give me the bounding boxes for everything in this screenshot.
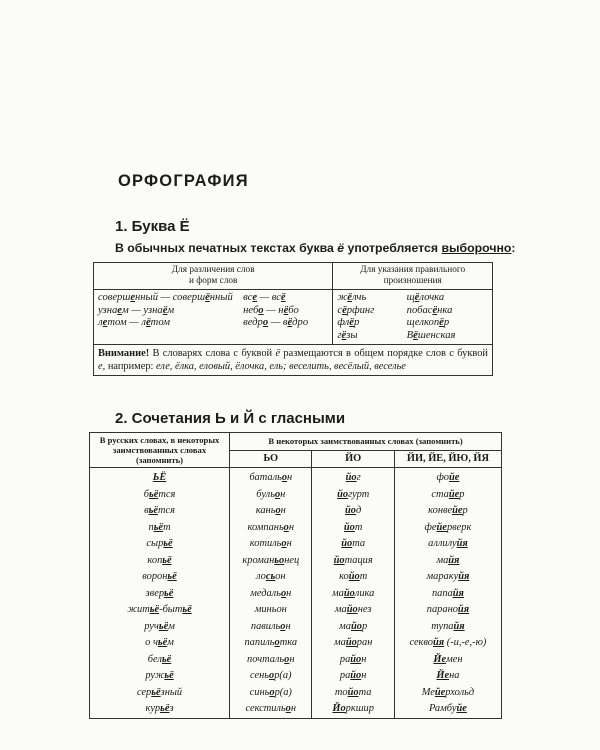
word: папильотка (244, 637, 298, 648)
cell-b (230, 536, 312, 553)
cell-d (394, 569, 501, 586)
header-borrowed-words: В некоторых заимствованных словах (запомнить) (230, 433, 502, 451)
cell-b (230, 553, 312, 570)
word: майолика (331, 587, 375, 599)
word: кроманьонец (242, 554, 300, 566)
cell-d (394, 668, 501, 685)
cell-d (394, 652, 501, 669)
word: ЬЁ (152, 472, 167, 483)
word: серьёзный (136, 686, 183, 698)
word: все — всё (243, 292, 286, 303)
word: бьётся (143, 488, 176, 500)
header-yo: ЙО (312, 450, 394, 468)
table-letter-yo (93, 262, 493, 376)
word: секстильон (245, 703, 297, 714)
word: сёрфинг (337, 304, 375, 316)
cell-a (90, 520, 230, 537)
cell-c (312, 553, 394, 570)
cell-b (230, 520, 312, 537)
word: медальон (250, 587, 292, 599)
table-row (90, 586, 502, 603)
word: аллилуйя (428, 538, 468, 549)
table-row (90, 619, 502, 636)
word: Мейерхольд (421, 686, 475, 698)
cell-c (312, 652, 394, 669)
word: щелкопёр (406, 317, 450, 329)
word: почтальон (247, 653, 295, 665)
header-soft-o: ЬО (230, 450, 312, 468)
cell-pronunciation-words (333, 290, 493, 345)
cell-b (230, 487, 312, 504)
heading-letter-yo: 1. Буква Ё (115, 218, 190, 235)
cell-a (90, 619, 230, 636)
pair-row (98, 292, 328, 305)
heading-soft-sign: 2. Сочетания Ь и Й с гласными (115, 410, 346, 427)
cell-d (394, 487, 501, 504)
word: павильон (250, 620, 291, 632)
word: синьор(а) (249, 686, 292, 698)
word: котильон (249, 538, 292, 549)
word: йогурт (337, 488, 370, 500)
word: район (339, 670, 367, 681)
word: Йена (436, 670, 460, 681)
word: жёлчь (337, 292, 367, 303)
attention-note: Внимание! В словарях слова с буквой ё размещаются в общем порядке слов с буквой е, например: еле, ёлка, еловый, ёлочка, ель; веселить, весёлый, веселье (94, 345, 493, 376)
cell-d (394, 619, 501, 636)
word: майоран (333, 637, 373, 648)
pronunciation-row (337, 305, 488, 318)
word: каньон (255, 505, 286, 516)
pair-row (98, 305, 328, 318)
cell-a (90, 652, 230, 669)
word: йота (341, 538, 366, 549)
word: бельё (147, 653, 172, 665)
table-row (90, 503, 502, 520)
word: о чьём (145, 637, 174, 648)
word: небо — нёбо (243, 304, 299, 316)
cell-c (312, 536, 394, 553)
table-row (90, 553, 502, 570)
word: компаньон (247, 521, 295, 533)
cell-a (90, 668, 230, 685)
cell-a (90, 468, 230, 487)
pronunciation-row (337, 317, 488, 330)
word: гёзы (337, 329, 358, 341)
cell-c (312, 685, 394, 702)
word: вороньё (142, 571, 177, 582)
word: вьётся (144, 505, 175, 516)
word: секвойя (-и,-е,-ю) (409, 637, 487, 648)
cell-a (90, 553, 230, 570)
table-row (90, 520, 502, 537)
cell-d (394, 468, 501, 487)
word: йог (345, 472, 361, 483)
cell-b (230, 586, 312, 603)
word: лосьон (255, 571, 286, 582)
cell-b (230, 569, 312, 586)
cell-c (312, 701, 394, 718)
word: Йоркшир (332, 703, 374, 714)
header-pronunciation: Для указания правильного произношения (333, 263, 493, 290)
word: папайя (431, 587, 464, 599)
word: тупайя (431, 620, 465, 632)
word: курьёз (145, 703, 174, 714)
cell-b (230, 668, 312, 685)
word: майор (339, 620, 368, 632)
word: ружьё (145, 670, 174, 681)
cell-a (90, 503, 230, 520)
word: конвейер (428, 505, 468, 516)
word: миньон (254, 604, 287, 615)
cell-c (312, 635, 394, 652)
cell-b (230, 503, 312, 520)
pair-row (98, 317, 328, 330)
table-row (90, 468, 502, 487)
cell-d (394, 586, 501, 603)
header-russian-words: В русских словах, в некоторых заимствованных словах (запомнить) (90, 433, 230, 468)
word: майонез (334, 604, 372, 615)
table-row (90, 652, 502, 669)
cell-c (312, 586, 394, 603)
word: йод (345, 505, 362, 516)
cell-c (312, 468, 394, 487)
word: паранойя (426, 604, 470, 615)
cell-c (312, 487, 394, 504)
table-row (90, 635, 502, 652)
intro-text: В обычных печатных текстах буква ё употребляется выборочно: (115, 241, 516, 255)
cell-b (230, 619, 312, 636)
word: батальон (249, 472, 293, 483)
section-title: ОРФОГРАФИЯ (118, 172, 249, 190)
word: фойе (436, 472, 460, 483)
word: совершенный — совершённый (98, 292, 233, 303)
table-row (90, 536, 502, 553)
word: флёр (337, 317, 360, 329)
table-row (90, 602, 502, 619)
table-row (90, 569, 502, 586)
word: Йемен (433, 653, 463, 665)
word: сеньор(а) (250, 670, 292, 681)
cell-d (394, 685, 501, 702)
word: ручьём (144, 620, 175, 632)
table-soft-sign-combinations (89, 432, 502, 719)
cell-a (90, 586, 230, 603)
word: маракуйя (426, 571, 470, 582)
word: узнаем — узнаём (98, 304, 175, 316)
cell-a (90, 701, 230, 718)
cell-distinguish-pairs (94, 290, 333, 345)
word: житьё-бытьё (127, 604, 192, 615)
cell-c (312, 668, 394, 685)
table-row (90, 701, 502, 718)
word: щёлочка (406, 292, 445, 303)
cell-d (394, 701, 501, 718)
word: сырьё (146, 538, 173, 549)
word: пьёт (148, 521, 171, 533)
word: стайер (431, 488, 465, 500)
header-yi-ye-yu-ya: ЙИ, ЙЕ, ЙЮ, ЙЯ (394, 450, 501, 468)
word: летом — лётом (98, 317, 170, 329)
word: тойота (334, 686, 372, 698)
pronunciation-row (337, 292, 488, 305)
table-row (90, 668, 502, 685)
word: Вёшенская (406, 329, 456, 341)
table-row (90, 685, 502, 702)
word: район (339, 653, 367, 665)
word: фейерверк (424, 521, 472, 533)
cell-b (230, 468, 312, 487)
cell-c (312, 602, 394, 619)
cell-a (90, 635, 230, 652)
word: койот (339, 571, 368, 582)
cell-d (394, 503, 501, 520)
cell-c (312, 520, 394, 537)
word: ведро — вёдро (243, 317, 309, 329)
cell-c (312, 503, 394, 520)
cell-a (90, 602, 230, 619)
cell-d (394, 602, 501, 619)
cell-a (90, 536, 230, 553)
word: зверьё (145, 587, 174, 599)
cell-a (90, 685, 230, 702)
cell-c (312, 619, 394, 636)
cell-a (90, 487, 230, 504)
cell-b (230, 652, 312, 669)
word: йотация (333, 554, 373, 566)
pronunciation-row (337, 330, 488, 343)
word: побасёнка (406, 304, 453, 316)
cell-b (230, 635, 312, 652)
word: йот (343, 521, 363, 533)
word: копьё (147, 554, 172, 566)
cell-d (394, 520, 501, 537)
header-distinguish-forms: Для различения слов и форм слов (94, 263, 333, 290)
cell-d (394, 553, 501, 570)
word: бульон (256, 488, 286, 500)
word: майя (436, 554, 460, 566)
table-row (90, 487, 502, 504)
word: Рамбуйе (428, 703, 467, 714)
cell-c (312, 569, 394, 586)
cell-b (230, 685, 312, 702)
cell-a (90, 569, 230, 586)
cell-d (394, 536, 501, 553)
cell-b (230, 602, 312, 619)
cell-b (230, 701, 312, 718)
cell-d (394, 635, 501, 652)
